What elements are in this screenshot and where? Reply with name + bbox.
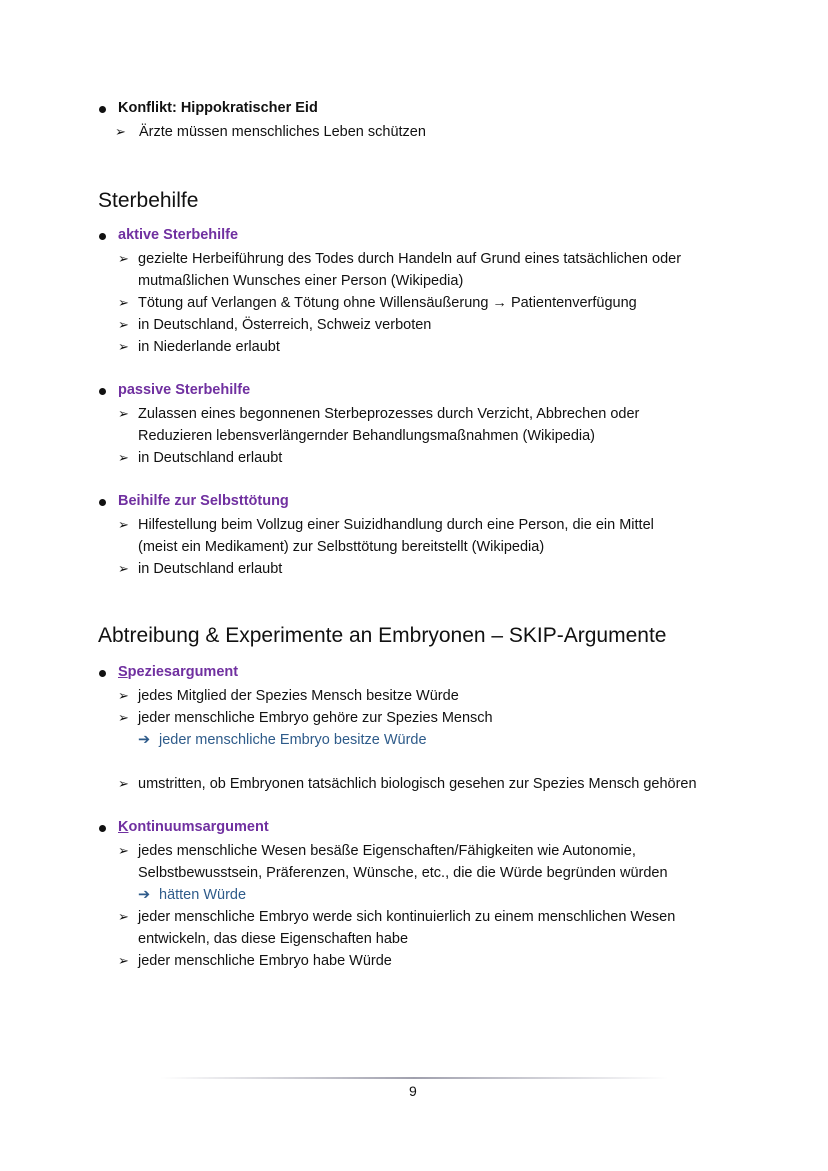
arrow-bullet-icon: ➢ xyxy=(115,124,126,139)
bullet-dot xyxy=(99,670,106,677)
arrow-bullet-icon: ➢ xyxy=(118,406,129,421)
bullet-dot xyxy=(99,499,106,506)
bullet-dot xyxy=(99,388,106,395)
arrow-bullet-icon: ➢ xyxy=(118,843,129,858)
arrow-bullet-icon: ➢ xyxy=(118,317,129,332)
arrow-bullet-icon: ➢ xyxy=(118,561,129,576)
aktiv-line xyxy=(138,292,637,314)
footer-divider xyxy=(160,1077,668,1079)
arrow-bullet-icon: ➢ xyxy=(118,517,129,532)
kontinuum-line: jedes menschliche Wesen besäße Eigenschaften/Fähigkeiten wie Autonomie, xyxy=(138,843,636,859)
konflikt-title: Konflikt: Hippokratischer Eid xyxy=(118,100,318,116)
passiv-line: Reduzieren lebensverlängernder Behandlungsmaßnahmen (Wikipedia) xyxy=(138,428,596,444)
page-number: 9 xyxy=(409,1083,417,1099)
arrow-bullet-icon: ➢ xyxy=(118,295,129,310)
bullet-dot xyxy=(99,233,106,240)
title-rest: peziesargument xyxy=(127,664,239,680)
speziesargument-title xyxy=(118,664,238,680)
spezies-line: umstritten, ob Embryonen tatsächlich biologisch gesehen zur Spezies Mensch gehören xyxy=(138,776,697,792)
title-initial: K xyxy=(118,819,129,835)
arrow-bullet-icon: ➢ xyxy=(118,909,129,924)
spezies-line: jeder menschliche Embryo gehöre zur Spezies Mensch xyxy=(138,710,493,726)
arrow-bullet-icon: ➢ xyxy=(118,339,129,354)
section-heading-skip: Abtreibung & Experimente an Embryonen – SKIP-Argumente xyxy=(98,624,667,647)
aktiv-line: in Niederlande erlaubt xyxy=(138,339,280,355)
arrow-bullet-icon: ➢ xyxy=(118,251,129,266)
spezies-line: jedes Mitglied der Spezies Mensch besitze Würde xyxy=(138,688,459,704)
aktive-sterbehilfe-title: aktive Sterbehilfe xyxy=(118,227,239,243)
passive-sterbehilfe-title: passive Sterbehilfe xyxy=(118,382,251,398)
bullet-dot xyxy=(99,106,106,113)
konflikt-item: Ärzte müssen menschliches Leben schützen xyxy=(139,124,426,140)
bullet-dot xyxy=(99,825,106,832)
section-heading-sterbehilfe: Sterbehilfe xyxy=(98,189,199,212)
title-rest: ontinuumsargument xyxy=(128,819,269,835)
title-initial: S xyxy=(118,664,128,680)
aktiv-line-consequence: → Patientenverfügung xyxy=(492,295,637,311)
beihilfe-title: Beihilfe zur Selbsttötung xyxy=(118,493,289,509)
arrow-bullet-icon: ➢ xyxy=(118,450,129,465)
beihilfe-line: Hilfestellung beim Vollzug einer Suizidhandlung durch eine Person, die ein Mittel xyxy=(138,517,654,533)
passiv-line: in Deutschland erlaubt xyxy=(138,450,283,466)
kontinuum-line: Selbstbewusstsein, Präferenzen, Wünsche, etc., die die Würde begründen würden xyxy=(138,865,668,881)
spezies-conclusion: jeder menschliche Embryo besitze Würde xyxy=(159,732,427,748)
kontinuum-conclusion: hätten Würde xyxy=(159,887,247,903)
kontinuum-line: entwickeln, das diese Eigenschaften habe xyxy=(138,931,409,947)
arrow-right-icon: ➔ xyxy=(138,732,151,748)
kontinuum-line: jeder menschliche Embryo habe Würde xyxy=(138,953,392,969)
kontinuumsargument-title xyxy=(118,819,269,835)
beihilfe-line: (meist ein Medikament) zur Selbsttötung bereitstellt (Wikipedia) xyxy=(138,539,545,555)
passiv-line: Zulassen eines begonnenen Sterbeprozesses durch Verzicht, Abbrechen oder xyxy=(138,406,640,422)
aktiv-line: in Deutschland, Österreich, Schweiz verboten xyxy=(138,317,432,333)
arrow-bullet-icon: ➢ xyxy=(118,776,129,791)
arrow-right-icon: ➔ xyxy=(138,887,151,903)
aktiv-line: gezielte Herbeiführung des Todes durch Handeln auf Grund eines tatsächlichen oder xyxy=(138,251,682,267)
arrow-bullet-icon: ➢ xyxy=(118,710,129,725)
arrow-bullet-icon: ➢ xyxy=(118,688,129,703)
aktiv-line-text: Tötung auf Verlangen & Tötung ohne Willensäußerung xyxy=(138,295,489,311)
beihilfe-line: in Deutschland erlaubt xyxy=(138,561,283,577)
kontinuum-line: jeder menschliche Embryo werde sich kontinuierlich zu einem menschlichen Wesen xyxy=(138,909,676,925)
arrow-bullet-icon: ➢ xyxy=(118,953,129,968)
aktiv-line: mutmaßlichen Wunsches einer Person (Wikipedia) xyxy=(138,273,464,289)
